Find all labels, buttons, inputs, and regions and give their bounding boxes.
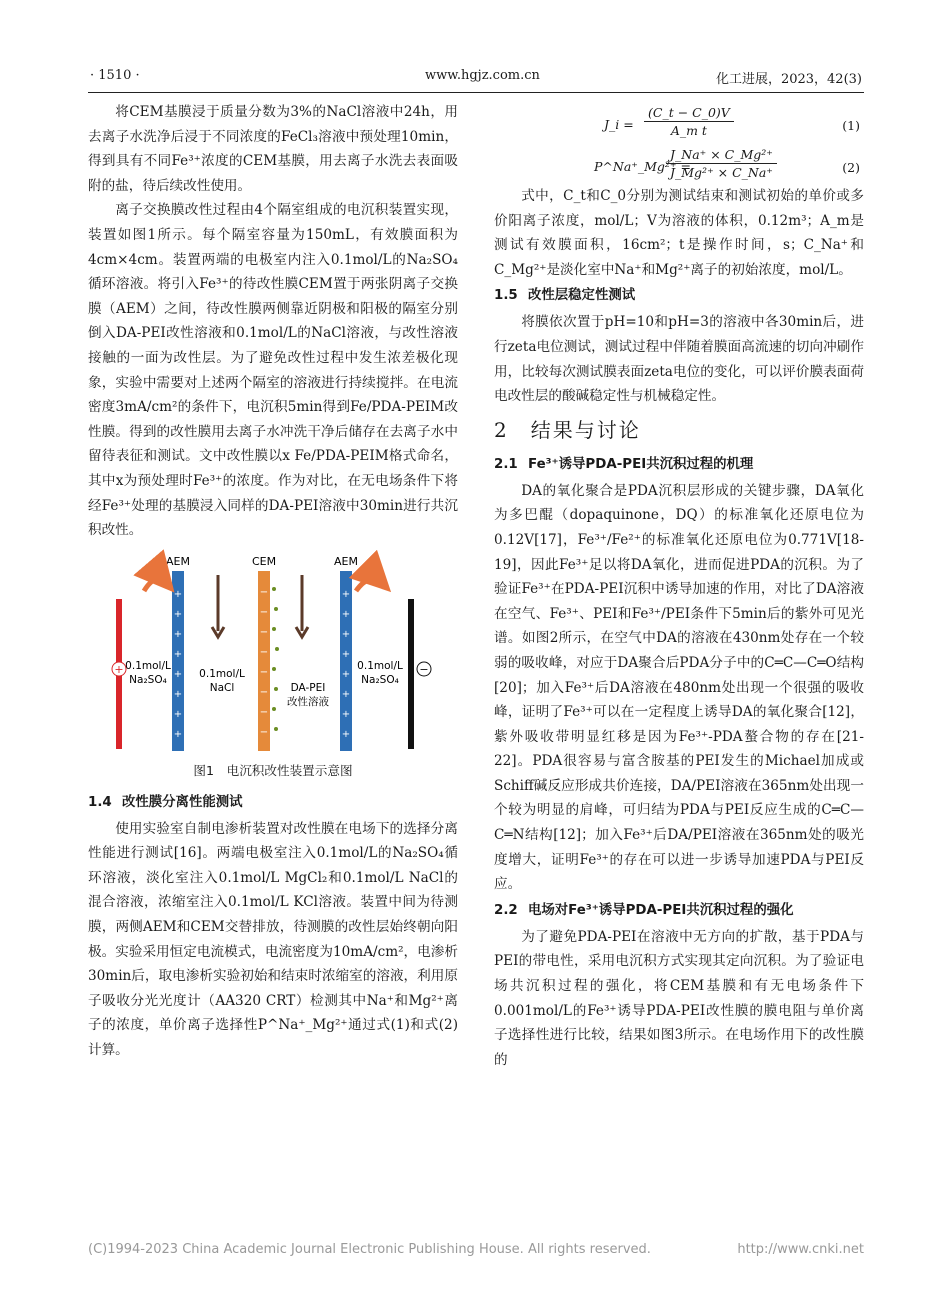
svg-text:+: + — [341, 608, 351, 620]
sol-dapei-line2: 改性溶液 — [287, 695, 329, 708]
paragraph: 使用实验室自制电渗析装置对改性膜在电场下的选择分离性能进行测试[16]。两端电极室注入0.1mol/L的Na₂SO₄循环溶液，淡化室注入0.1mol/L MgCl₂和0.1mol/L NaCl的混合溶液，浓缩室注入0.1mol/L KCl溶液。装置中间为待测膜，两侧AEM和CEM交替排放，待测膜的改性层始终朝向阳极。实验采用恒定电流模式，电流密度为10mA/cm²，电渗析30min后，取电渗析实验初始和结束时浓缩室的溶液，利用原子吸收分光光度计（AA320 CRT）检测其中Na⁺和Mg²⁺离子的浓度，单价离子选择性P^Na⁺_Mg²⁺通过式(1)和式(2)计算。 — [88, 820, 458, 1059]
paragraph: 将CEM基膜浸于质量分数为3%的NaCl溶液中24h，用去离子水洗净后浸于不同浓度的FeCl₃溶液中预处理10min，得到具有不同Fe³⁺浓度的CEM基膜，用去离子水洗去表面吸附的盐，待后续改性使用。 — [88, 104, 458, 194]
svg-text:+: + — [341, 648, 351, 660]
equation-1: J_i = $\frac{(C\_t - C\_0)V}{\text{A\_m t}}$ (1) — [604, 105, 860, 138]
svg-text:−: − — [259, 586, 269, 598]
svg-text:−: − — [259, 626, 269, 638]
svg-text:+: + — [341, 668, 351, 680]
section-2-heading: 2 结果与讨论 — [494, 417, 641, 442]
svg-text:+: + — [173, 708, 183, 720]
section-1-5-heading: 1.5 改性层稳定性测试 — [494, 288, 636, 304]
sol-left-line1: 0.1mol/L — [125, 659, 171, 672]
svg-text:+: + — [341, 628, 351, 640]
arrow-left — [144, 579, 168, 591]
svg-text:+: + — [341, 728, 351, 740]
stirrer-right — [296, 575, 308, 637]
footer-link[interactable]: http://www.cnki.net — [737, 1242, 864, 1257]
svg-text:−: − — [259, 686, 269, 698]
svg-text:+: + — [173, 648, 183, 660]
svg-text:+: + — [173, 728, 183, 740]
aem-right-label: AEM — [334, 554, 358, 568]
svg-text:−: − — [259, 606, 269, 618]
svg-text:+: + — [341, 588, 351, 600]
paragraph: 式中，C_t和C_0分别为测试结束和测试初始的单价或多价阳离子浓度，mol/L；V为溶液的体积，0.12m³；A_m是测试有效膜面积，16cm²；t是操作时间，s；C_Na⁺和C_Mg²⁺是淡化室中Na⁺和Mg²⁺离子的初始浓度，mol/L。 — [494, 188, 864, 278]
figure-1 — [88, 549, 458, 759]
footer-copyright: (C)1994-2023 China Academic Journal Electronic Publishing House. All rights reserved. — [88, 1242, 651, 1257]
equation-2: P^Na⁺_Mg²⁺ = $\frac{\text{J\_Na⁺ × C\_Mg²⁺}}{\text{J\_Mg²⁺ × C\_Na⁺}}$ (2) — [594, 147, 860, 180]
sol-left-line2: Na₂SO₄ — [129, 673, 167, 686]
svg-text:+: + — [341, 688, 351, 700]
sol-mid-line2: NaCl — [209, 681, 235, 694]
svg-text:−: − — [259, 666, 269, 678]
header-page-number: · 1510 · — [90, 68, 140, 83]
cem-label: CEM — [251, 554, 277, 568]
svg-text:−: − — [259, 726, 269, 738]
sol-right-line1: 0.1mol/L — [357, 659, 403, 672]
paragraph: 为了避免PDA-PEI在溶液中无方向的扩散，基于PDA与PEI的带电性，采用电沉积方式实现其定向沉积。为了验证电场共沉积过程的强化，将CEM基膜和有无电场条件下0.001mol/L的Fe³⁺诱导PDA-PEI改性膜的膜电阻与单价离子选择性进行比较，结果如图3所示。在电场作用下的改性膜的 — [494, 928, 864, 1068]
cem-membrane — [258, 571, 270, 751]
svg-text:+: + — [173, 668, 183, 680]
cathode-electrode — [408, 599, 414, 749]
aem-left-label: AEM — [166, 554, 190, 568]
left-column — [88, 100, 458, 1063]
sol-mid-line1: 0.1mol/L — [199, 667, 245, 680]
paragraph: DA的氧化聚合是PDA沉积层形成的关键步骤，DA氧化为多巴醌（dopaquinone，DQ）的标准氧化还原电位为0.12V[17]，Fe³⁺/Fe²⁺的标准氧化还原电位为0.771V[18-19]，因此Fe³⁺足以将DA氧化，进而促进PDA的沉积。为了验证Fe³⁺在PDA-PEI沉积中诱导加速的作用，对比了DA溶液在空气、Fe³⁺、PEI和Fe³⁺/PEI条件下5min后的紫外可见光谱。如图2所示，在空气中DA的溶液在430nm处存在一个较弱的吸收峰，对应于DA聚合后PDA分子中的C═C—C═O结构[20]；加入Fe³⁺后DA溶液在480nm处出现一个很强的吸收峰，证明了Fe³⁺可以在一定程度上诱导DA的氧化聚合[12]，紫外吸收带明显红移是因为Fe³⁺-PDA螯合物的存在[21-22]。PDA很容易与富含胺基的PEI发生的Michael加成或Schiff碱反应形成共价连接，DA/PEI溶液在365nm处出现一个较为明显的肩峰，可归结为PDA与PEI反应生成的C═C—C═N结构[12]；加入Fe³⁺后DA/PEI溶液在365nm处的吸光度增大，证明Fe³⁺的存在可以进一步诱导加速PDA与PEI反应。 — [494, 482, 864, 893]
electrodeposition-diagram — [88, 549, 458, 759]
header-rule — [88, 92, 864, 93]
svg-text:+: + — [173, 628, 183, 640]
header-website[interactable]: www.hgjz.com.cn — [425, 68, 540, 83]
footer — [88, 1242, 864, 1257]
svg-text:+: + — [341, 708, 351, 720]
figure-1-caption: 图1 电沉积改性装置示意图 — [193, 762, 353, 778]
minus-sign: − — [419, 662, 429, 676]
section-2-2-heading: 2.2 电场对Fe³⁺诱导PDA-PEI共沉积过程的强化 — [494, 902, 794, 918]
arrow-right — [356, 579, 384, 591]
svg-text:−: − — [259, 706, 269, 718]
header-journal: 化工进展，2023，42(3) — [715, 72, 862, 87]
plus-sign: + — [114, 662, 124, 676]
paragraph: 将膜依次置于pH=10和pH=3的溶液中各30min后，进行zeta电位测试，测试过程中伴随着膜面高流速的切向冲刷作用，比较每次测试膜表面zeta电位的变化，可以评价膜表面荷电改性层的酸碱稳定性与机械稳定性。 — [494, 314, 864, 405]
section-1-4-heading: 1.4 改性膜分离性能测试 — [88, 794, 243, 810]
section-2-1-heading: 2.1 Fe³⁺诱导PDA-PEI共沉积过程的机理 — [494, 456, 754, 472]
deposition-layer — [272, 587, 279, 731]
sol-right-line2: Na₂SO₄ — [361, 673, 399, 686]
paragraph: 离子交换膜改性过程由4个隔室组成的电沉积装置实现，装置如图1所示。每个隔室容量为150mL，有效膜面积为4cm×4cm。装置两端的电极室内注入0.1mol/L的Na₂SO₄循环溶液。将引入Fe³⁺的待改性膜CEM置于两张阴离子交换膜（AEM）之间，待改性膜两侧靠近阴极和阳极的隔室分别倒入DA-PEI改性溶液和0.1mol/L的NaCl溶液，与改性溶液接触的一面为改性层。为了避免改性过程中发生浓差极化现象，实验中需要对上述两个隔室的溶液进行持续搅拌。在电流密度3mA/cm²的条件下，电沉积5min得到Fe/PDA-PEIM改性膜。得到的改性膜用去离子水冲洗干净后储存在去离子水中留待表征和测试。文中改性膜以x Fe/PDA-PEIM格式命名，其中x为预处理时Fe³⁺的浓度。作为对比，在无电场条件下将经Fe³⁺处理的基膜浸入同样的DA-PEI溶液中30min进行共沉积改性。 — [88, 202, 458, 539]
svg-text:+: + — [173, 588, 183, 600]
svg-text:+: + — [173, 688, 183, 700]
right-column — [494, 104, 864, 1072]
svg-text:−: − — [259, 646, 269, 658]
stirrer-left — [212, 575, 224, 637]
svg-text:+: + — [173, 608, 183, 620]
sol-dapei-line1: DA-PEI — [290, 681, 326, 694]
